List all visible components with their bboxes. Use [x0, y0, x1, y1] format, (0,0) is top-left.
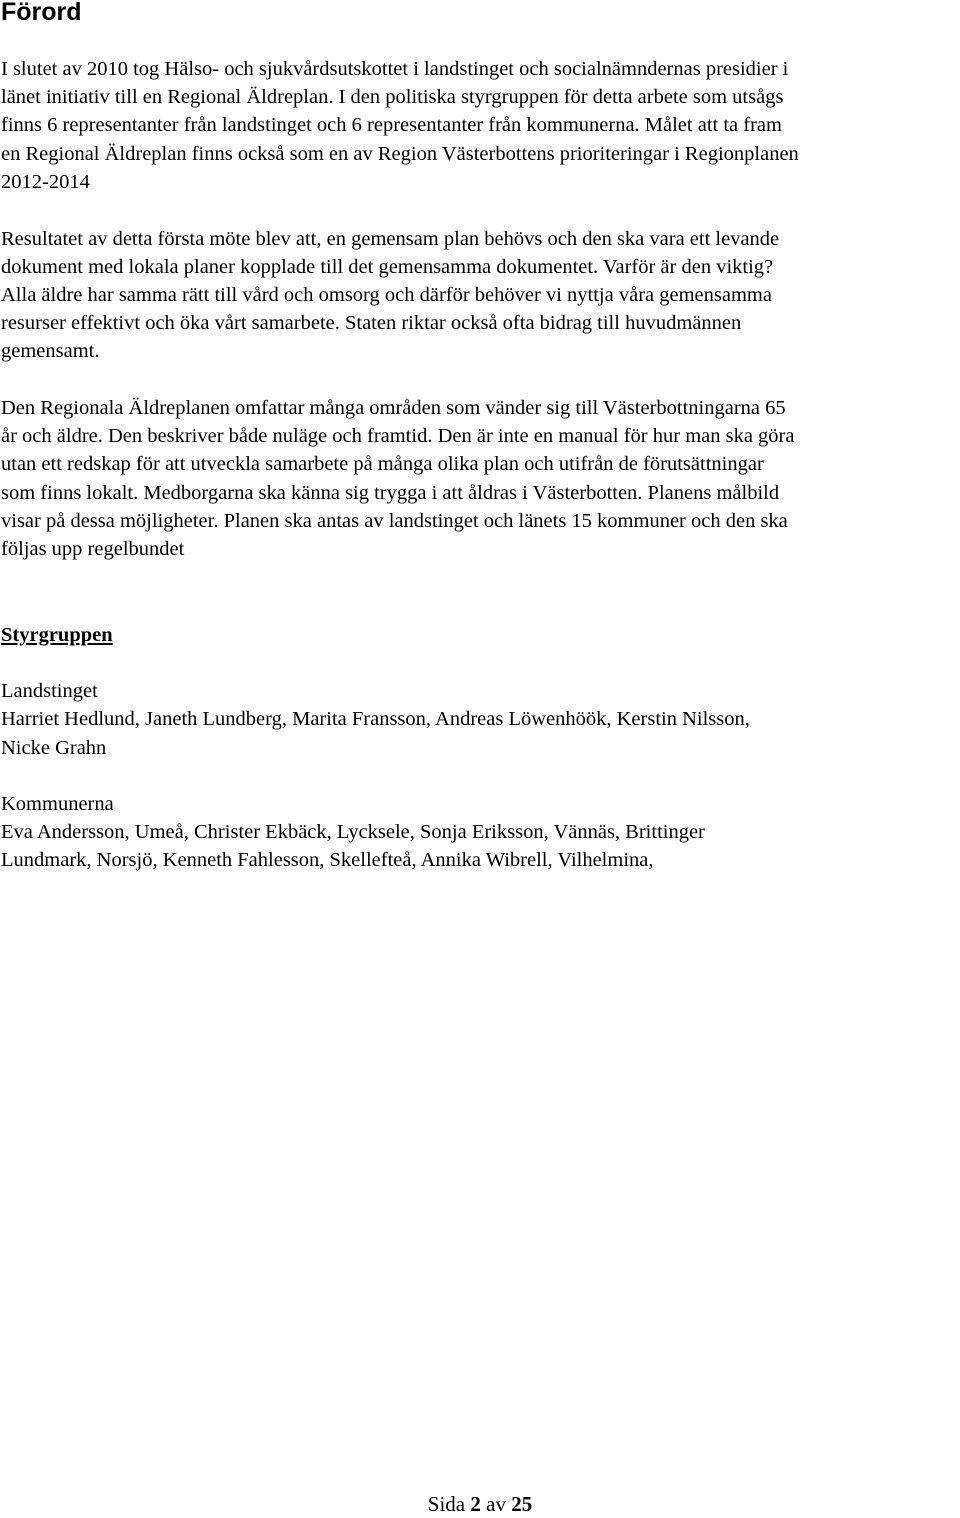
paragraph-line: dokument med lokala planer kopplade till det gemensamma dokumentet. Varför är den viktig?	[1, 256, 774, 278]
paragraph-line: utan ett redskap för att utveckla samarbete på många olika plan och utifrån de förutsättningar	[1, 453, 764, 475]
page-prefix: Sida	[427, 1492, 466, 1516]
paragraph-line: resurser effektivt och öka vårt samarbete. Staten riktar också ofta bidrag till huvudmännen	[1, 312, 742, 334]
paragraph-line: Alla äldre har samma rätt till vård och omsorg och därför behöver vi nyttja våra gemensamma	[1, 284, 772, 306]
paragraph-line: Resultatet av detta första möte blev att, en gemensam plan behövs och den ska vara ett levande	[1, 228, 780, 250]
member-list-line: Harriet Hedlund, Janeth Lundberg, Marita Fransson, Andreas Löwenhöök, Kerstin Nilsson,	[1, 708, 750, 730]
page-title: Förord	[1, 0, 82, 26]
member-list-line: Nicke Grahn	[1, 737, 107, 759]
group-label-kommunerna: Kommunerna	[1, 793, 114, 815]
group-label-landstinget: Landstinget	[1, 680, 98, 702]
member-list-line: Lundmark, Norsjö, Kenneth Fahlesson, Skellefteå, Annika Wibrell, Vilhelmina,	[1, 849, 654, 871]
page-number-footer	[0, 1490, 960, 1518]
section-heading: Styrgruppen	[1, 624, 113, 646]
paragraph-line: finns 6 representanter från landstinget och 6 representanter från kommunerna. Målet att ta fram	[1, 114, 782, 136]
paragraph-line: Den Regionala Äldreplanen omfattar många områden som vänder sig till Västerbottningarna 65	[1, 397, 786, 419]
paragraph-line: som finns lokalt. Medborgarna ska känna sig trygga i att åldras i Västerbotten. Planens målbild	[1, 482, 780, 504]
paragraph-line: visar på dessa möjligheter. Planen ska antas av landstinget och länets 15 kommuner och den ska	[1, 510, 788, 532]
paragraph-line: gemensamt.	[1, 340, 100, 362]
page-of: av	[486, 1492, 506, 1516]
paragraph-line: år och äldre. Den beskriver både nuläge och framtid. Den är inte en manual för hur man ska göra	[1, 425, 795, 447]
paragraph-line: I slutet av 2010 tog Hälso- och sjukvårdsutskottet i landstinget och socialnämndernas presidier i	[1, 58, 789, 80]
paragraph-line: en Regional Äldreplan finns också som en av Region Västerbottens prioriteringar i Regionplanen	[1, 143, 799, 165]
paragraph-line: länet initiativ till en Regional Äldreplan. I den politiska styrgruppen för detta arbete som utsågs	[1, 86, 784, 108]
paragraph-line: följas upp regelbundet	[1, 538, 185, 560]
paragraph-line: 2012-2014	[1, 171, 90, 193]
total-page-count: 25	[511, 1492, 533, 1516]
current-page-number: 2	[470, 1492, 481, 1516]
member-list-line: Eva Andersson, Umeå, Christer Ekbäck, Lycksele, Sonja Eriksson, Vännäs, Brittinger	[1, 821, 705, 843]
